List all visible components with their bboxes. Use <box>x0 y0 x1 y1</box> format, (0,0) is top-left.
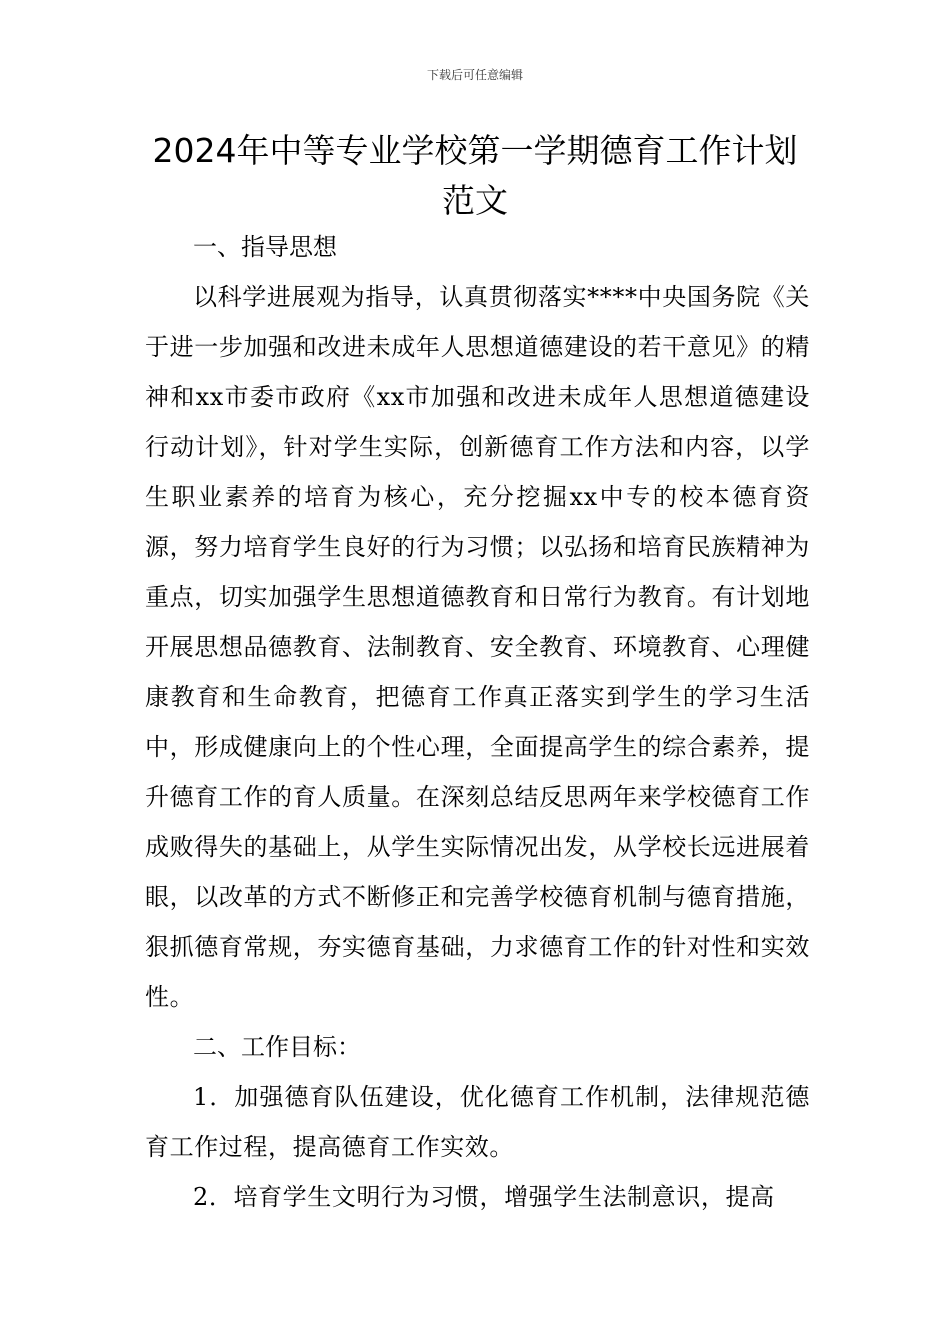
list-item-goal-1: 1．加强德育队伍建设，优化德育工作机制，法律规范德育工作过程，提高德育工作实效。 <box>145 1083 810 1161</box>
document-body <box>145 222 810 1222</box>
document-title: 2024年中等专业学校第一学期德育工作计划范文 <box>152 131 798 220</box>
header-note: 下载后可任意编辑 <box>426 68 523 82</box>
paragraph-guiding-ideology: 以科学进展观为指导，认真贯彻落实****中央国务院《关于进一步加强和改进未成年人思想道德建设的若干意见》的精神和xx市委市政府《xx市加强和改进未成年人思想道德建设行动计划》，针对学生实际，创新德育工作方法和内容，以学生职业素养的培育为核心，充分挖掘xx中专的校本德育资源，努力培育学生良好的行为习惯；以弘扬和培育民族精神为重点，切实加强学生思想道德教育和日常行为教育。有计划地开展思想品德教育、法制教育、安全教育、环境教育、心理健康教育和生命教育，把德育工作真正落实到学生的学习生活中，形成健康向上的个性心理，全面提高学生的综合素养，提升德育工作的育人质量。在深刻总结反思两年来学校德育工作成败得失的基础上，从学生实际情况出发，从学校长远进展着眼，以改革的方式不断修正和完善学校德育机制与德育措施，狠抓德育常规，夯实德育基础，力求德育工作的针对性和实效性。 <box>145 283 810 1011</box>
section-heading-guiding-ideology: 一、指导思想 <box>193 233 337 261</box>
list-item-goal-2: 2．培育学生文明行为习惯，增强学生法制意识，提高 <box>193 1183 775 1211</box>
section-heading-work-goals: 二、工作目标： <box>193 1033 361 1061</box>
